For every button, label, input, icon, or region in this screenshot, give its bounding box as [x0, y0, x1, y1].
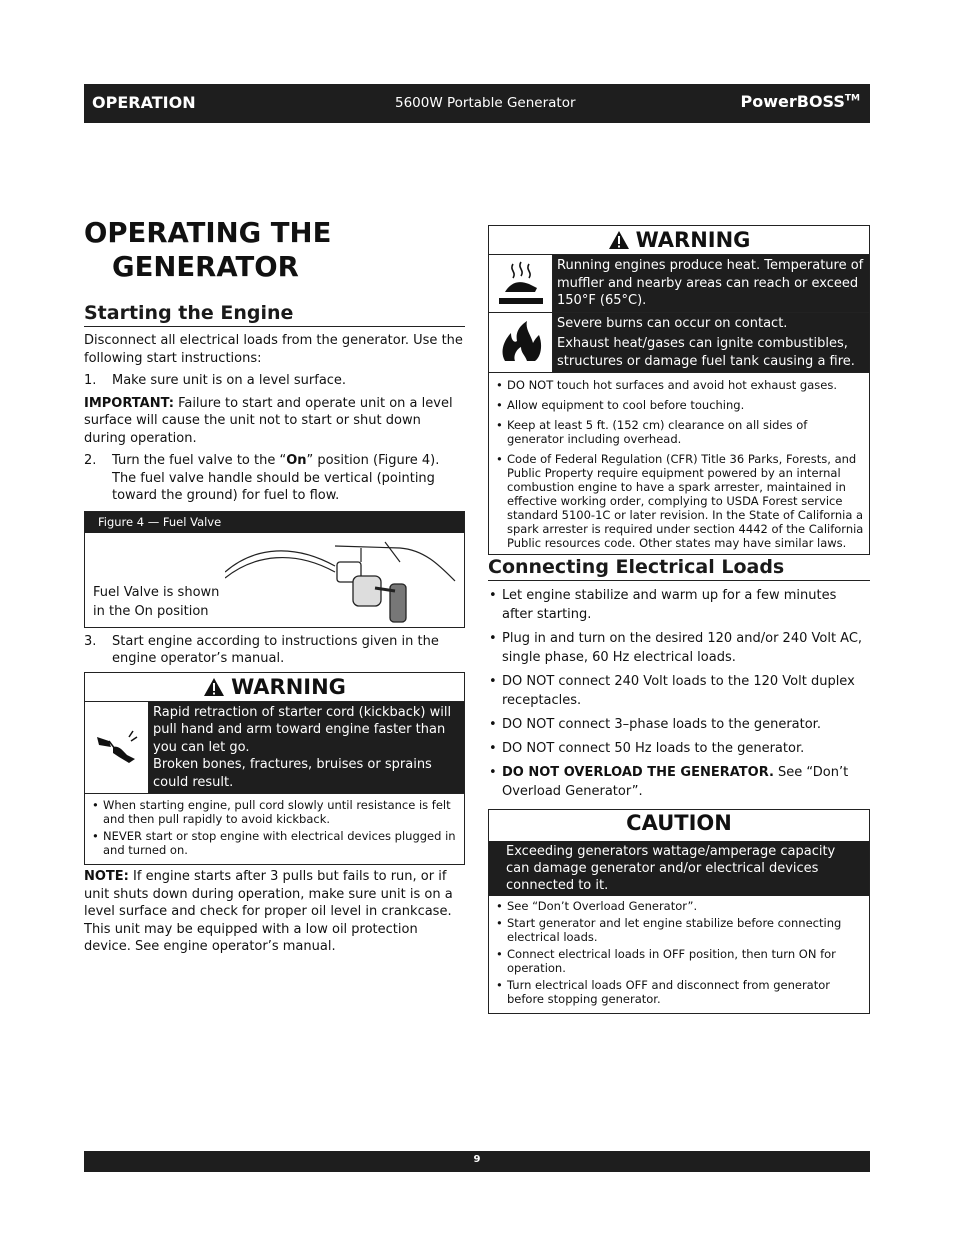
starting-heading: Starting the Engine [84, 302, 465, 327]
warning-triangle-icon [203, 677, 225, 697]
warning-triangle-icon [608, 230, 630, 250]
page-number: 9 [84, 1151, 870, 1172]
connecting-heading: Connecting Electrical Loads [488, 556, 870, 581]
right-column [488, 225, 870, 1014]
kickback-warning-bullets [85, 793, 464, 864]
list-item: • Start generator and let engine stabilize before connecting electrical loads. [493, 916, 865, 944]
list-item: • Keep at least 5 ft. (152 cm) clearance on all sides of generator including overhead. [493, 418, 865, 446]
heat-warning-box [488, 225, 870, 555]
list-item: • Code of Federal Regulation (CFR) Title 36 Parks, Forests, and Public Property require equipment powered by an internal combustion engine to have a spark arrester, maintained in effective working order, complying to USDA Forest service standard 5100-1C or later revision. In the State of California a spark arrester is required under section 4442 of the California Public resources code. Other states may have similar laws. [493, 452, 865, 550]
list-item: • DO NOT connect 240 Volt loads to the 120 Volt duplex receptacles. [488, 672, 870, 710]
step-1: 1. Make sure unit is on a level surface. [84, 373, 347, 388]
warning-heading: WARNING [489, 226, 869, 255]
kickback-hand-icon [85, 702, 149, 794]
list-item: • Allow equipment to cool before touching. [493, 398, 865, 412]
hot-surface-icon [489, 255, 553, 312]
fire-icon [489, 313, 553, 373]
figure-note: Fuel Valve is shown in the On position [93, 584, 220, 619]
caution-heading: CAUTION [626, 811, 732, 835]
kickback-warning-box [84, 672, 465, 866]
fuel-valve-illustration [225, 536, 460, 628]
figure-caption: Figure 4 — Fuel Valve [85, 512, 464, 533]
step-2: 2. Turn the fuel valve to the “On” position (Figure 4). The fuel valve handle should be vertical (pointing toward the ground) for fuel to flow. [84, 453, 440, 503]
starting-intro: Disconnect all electrical loads from the generator. Use the following start instructions: [84, 333, 463, 366]
important-note: IMPORTANT: Failure to start and operate unit on a level surface will cause the unit not to start or shut down during operation. [84, 395, 453, 446]
warning-heading: WARNING [85, 673, 464, 702]
list-item: • Connect electrical loads in OFF position, then turn ON for operation. [493, 947, 865, 975]
figure-4 [84, 511, 465, 628]
list-item: • Turn electrical loads OFF and disconnect from generator before stopping generator. [493, 978, 865, 1006]
list-item: • Let engine stabilize and warm up for a few minutes after starting. [488, 586, 870, 624]
connecting-bullets [488, 586, 870, 801]
caution-box [488, 809, 870, 1014]
left-column [84, 216, 465, 956]
list-item: • NEVER start or stop engine with electrical devices plugged in and turned on. [89, 829, 460, 857]
engine-note: NOTE: If engine starts after 3 pulls but fails to run, or if unit shuts down during operation, make sure unit is on a level surface and check for proper oil level in crankcase. This unit may be equipped with a low oil protection device. See engine operator’s manual. [84, 869, 453, 954]
product-name: 5600W Portable Generator [395, 95, 576, 111]
fire-warning-text: Severe burns can occur on contact. Exhaust heat/gases can ignite combustibles, structures or damage fuel tank causing a fire. [553, 313, 869, 373]
list-item: • When starting engine, pull cord slowly until resistance is felt and then pull rapidly to avoid kickback. [89, 798, 460, 826]
caution-text: Exceeding generators wattage/amperage capacity can damage generator and/or electrical devices connected to it. [489, 841, 869, 896]
list-item: • DO NOT connect 50 Hz loads to the generator. [488, 739, 870, 758]
list-item: • DO NOT OVERLOAD THE GENERATOR. See “Don’t Overload Generator”. [488, 763, 870, 801]
list-item: • Plug in and turn on the desired 120 and/or 240 Volt AC, single phase, 60 Hz electrical loads. [488, 629, 870, 667]
step-3: 3. Start engine according to instructions given in the engine operator’s manual. [84, 633, 439, 666]
heat-warning-text: Running engines produce heat. Temperature of muffler and nearby areas can reach or exceed 150°F (65°C). [553, 255, 869, 312]
page-title: OPERATING THE GENERATOR [84, 217, 332, 283]
caution-bullets [489, 896, 869, 1013]
page-header [84, 84, 870, 123]
kickback-warning-text: Rapid retraction of starter cord (kickback) will pull hand and arm toward engine faster than you can let go. Broken bones, fractures, bruises or sprains could result. [149, 702, 464, 794]
list-item: • DO NOT connect 3–phase loads to the generator. [488, 715, 870, 734]
brand-logo: PowerBOSS™ [740, 92, 860, 111]
heat-warning-bullets [489, 372, 869, 554]
list-item: • DO NOT touch hot surfaces and avoid hot exhaust gases. [493, 378, 865, 392]
list-item: • See “Don’t Overload Generator”. [493, 899, 865, 913]
section-label: OPERATION [92, 93, 196, 112]
